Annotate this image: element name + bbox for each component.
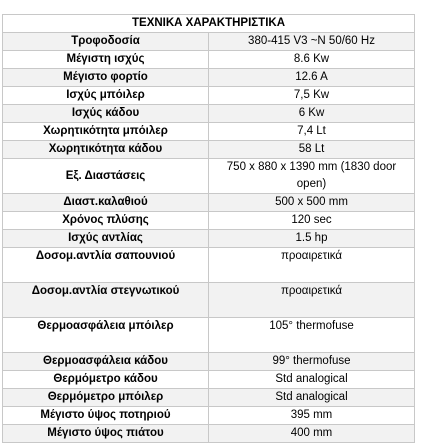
row-value: 7,4 Lt xyxy=(209,123,415,141)
table-title: ΤΕΧΝΙΚΑ ΧΑΡΑΚΤΗΡΙΣΤΙΚΑ xyxy=(3,15,415,33)
row-value: Std analogical xyxy=(209,389,415,407)
row-value: Std analogical xyxy=(209,371,415,389)
table-row xyxy=(3,123,415,141)
row-label: Εξ. Διαστάσεις xyxy=(3,159,209,194)
row-value: 58 Lt xyxy=(209,141,415,159)
table-row xyxy=(3,33,415,51)
row-value: 500 x 500 mm xyxy=(209,194,415,212)
table-row xyxy=(3,141,415,159)
row-value: 120 sec xyxy=(209,212,415,230)
row-value: 380-415 V3 ~N 50/60 Hz xyxy=(209,33,415,51)
row-label: Ισχύς αντλίας xyxy=(3,230,209,248)
table-row xyxy=(3,425,415,443)
row-label: Χωρητικότητα μπόιλερ xyxy=(3,123,209,141)
row-value: 12.6 A xyxy=(209,69,415,87)
row-value: 8.6 Kw xyxy=(209,51,415,69)
row-label: Μέγιστο ύψος πιάτου xyxy=(3,425,209,443)
row-value: 1.5 hp xyxy=(209,230,415,248)
table-row xyxy=(3,159,415,194)
row-label: Θερμόμετρο κάδου xyxy=(3,371,209,389)
row-label: Τροφοδοσία xyxy=(3,33,209,51)
table-title-row xyxy=(3,15,415,33)
row-value: 6 Kw xyxy=(209,105,415,123)
row-label: Χωρητικότητα κάδου xyxy=(3,141,209,159)
row-value: 395 mm xyxy=(209,407,415,425)
row-label: Ισχύς μπόιλερ xyxy=(3,87,209,105)
table-row xyxy=(3,353,415,371)
table-row xyxy=(3,87,415,105)
table-row xyxy=(3,69,415,87)
row-value: 400 mm xyxy=(209,425,415,443)
table-row xyxy=(3,389,415,407)
row-value: 750 x 880 x 1390 mm (1830 door open) xyxy=(209,159,415,194)
table-row xyxy=(3,283,415,318)
row-value: 99° thermofuse xyxy=(209,353,415,371)
row-label: Μέγιστο φορτίο xyxy=(3,69,209,87)
row-value: προαιρετικά xyxy=(209,283,415,318)
row-label: Θερμοασφάλεια κάδου xyxy=(3,353,209,371)
table-row xyxy=(3,318,415,353)
row-label: Μέγιστο ύψος ποτηριού xyxy=(3,407,209,425)
row-label: Δοσομ.αντλία σαπουνιού xyxy=(3,248,209,283)
row-label: Μέγιστη ισχύς xyxy=(3,51,209,69)
table-row xyxy=(3,230,415,248)
row-value: 105° thermofuse xyxy=(209,318,415,353)
row-label: Διαστ.καλαθιού xyxy=(3,194,209,212)
table-row xyxy=(3,371,415,389)
row-label: Θερμόμετρο μπόιλερ xyxy=(3,389,209,407)
row-value: προαιρετικά xyxy=(209,248,415,283)
row-label: Θερμοασφάλεια μπόιλερ xyxy=(3,318,209,353)
row-label: Ισχύς κάδου xyxy=(3,105,209,123)
table-row xyxy=(3,194,415,212)
spec-table xyxy=(2,14,415,443)
table-row xyxy=(3,212,415,230)
table-row xyxy=(3,105,415,123)
row-value: 7,5 Kw xyxy=(209,87,415,105)
row-label: Δοσομ.αντλία στεγνωτικού xyxy=(3,283,209,318)
table-row xyxy=(3,407,415,425)
table-row xyxy=(3,248,415,283)
table-row xyxy=(3,51,415,69)
row-label: Χρόνος πλύσης xyxy=(3,212,209,230)
